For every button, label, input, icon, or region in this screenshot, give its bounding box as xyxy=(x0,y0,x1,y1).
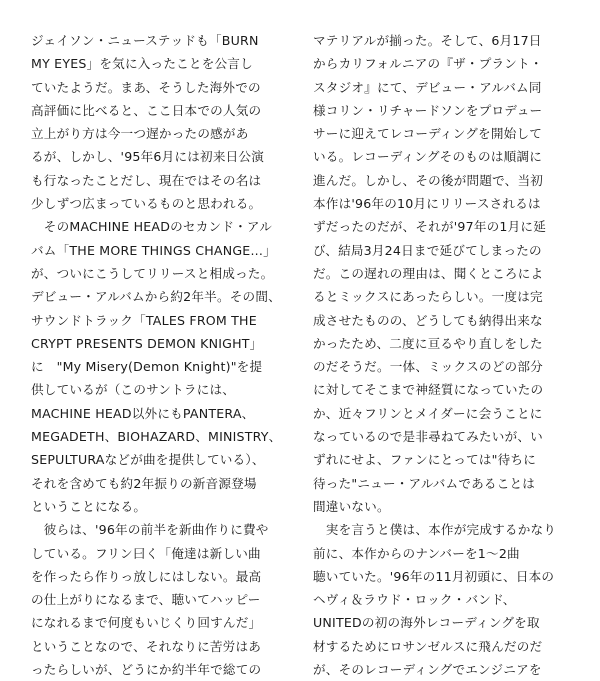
text-line: 前に、本作からのナンバーを1〜2曲 xyxy=(313,545,520,561)
text-line: 聴いていた。'96年の11月初頭に、日本の xyxy=(313,568,555,584)
text-line: ずだったのだが、それが'97年の1月に延 xyxy=(313,219,546,235)
text-line: 立上がり方は今一つ遅かったの感があ xyxy=(31,126,249,142)
text-line: MACHINE HEAD以外にもPANTERA、 xyxy=(31,405,255,421)
text-line: UNITEDの初の海外レコーディングを取 xyxy=(313,615,540,631)
text-line: 高評価に比べると、ここ日本での人気の xyxy=(31,102,262,118)
text-line: 少しずつ広まっているものと思われる。 xyxy=(31,196,262,212)
text-line: 成させたものの、どうしても納得出来な xyxy=(313,312,543,328)
text-line: MEGADETH、BIOHAZARD、MINISTRY、 xyxy=(31,429,282,445)
text-line: ということになる。 xyxy=(31,498,147,514)
text-line: MY EYES」を気に入ったことを公言し xyxy=(31,56,253,72)
text-line: 本作は'96年の10月にリリースされるは xyxy=(313,196,541,212)
text-line: マテリアルが揃った。そして、6月17日 xyxy=(313,33,542,48)
text-line: している。フリン曰く「俺達は新しい曲 xyxy=(31,545,261,561)
text-line: ずれにせよ、ファンにとっては"待ちに xyxy=(313,452,536,468)
text-line: か、近々フリンとメイダーに会うことに xyxy=(313,405,543,421)
text-line: に対してそこまで神経質になっていたの xyxy=(313,382,544,398)
text-line: のだそうだ。一体、ミックスのどの部分 xyxy=(313,359,543,375)
text-line: 様コリン・リチャードソンをプロデュー xyxy=(313,102,543,118)
text-line: ジェイソン・ニューステッドも「BURN xyxy=(31,33,259,48)
text-line: ということなので、それなりに苦労はあ xyxy=(31,638,262,654)
text-line: び、結局3月24日まで延びてしまったの xyxy=(313,242,542,258)
text-line: ヘヴィ＆ラウド・ロック・バンド、 xyxy=(313,592,516,608)
text-line: デビュー・アルバムから約2年半。その間、 xyxy=(31,289,281,305)
text-line: 進んだ。しかし、その後が問題で、当初 xyxy=(313,172,544,188)
text-line: サウンドトラック「TALES FROM THE xyxy=(31,312,257,328)
text-line: バム「THE MORE THINGS CHANGE...」 xyxy=(31,242,276,258)
text-line: が、そのレコーディングでエンジニアを xyxy=(313,662,542,678)
text-line: 間違いない。 xyxy=(313,498,390,514)
text-line: それを含めても約2年振りの新音源登場 xyxy=(31,475,257,491)
text-line: るとミックスにあったらしい。一度は完 xyxy=(313,289,543,305)
right-text-column xyxy=(313,29,575,681)
text-line: を作ったら作りっ放しにはしない。最高 xyxy=(31,568,262,584)
text-line: そのMACHINE HEADのセカンド・アル xyxy=(31,219,272,235)
text-line: るが、しかし、'95年6月には初来日公演 xyxy=(31,149,264,165)
text-line: CRYPT PRESENTS DEMON KNIGHT」 xyxy=(31,335,263,351)
text-line: かったため、二度に亘るやり直しをした xyxy=(313,335,543,351)
text-line: も行なったことだし、現在ではその名は xyxy=(31,172,262,188)
text-line: SEPULTURAなどが曲を提供している）、 xyxy=(31,452,265,468)
text-line: 待った"ニュー・アルバムであることは xyxy=(313,475,536,491)
text-line: 材するためにロサンゼルスに飛んだのだ xyxy=(313,638,543,654)
text-line: サーに迎えてレコーディングを開始して xyxy=(313,126,543,142)
text-line: に "My Misery(Demon Knight)"を提 xyxy=(31,359,263,375)
text-line: ったらしいが、どうにか約半年で総ての xyxy=(31,662,262,678)
text-line: になれるまで何度もいじくり回すんだ」 xyxy=(31,615,262,631)
text-line: が、ついにこうしてリリースと相成った。 xyxy=(31,265,274,281)
text-line: 実を言うと僕は、本作が完成するかなり xyxy=(313,522,557,538)
text-line: スタジオ』にて、デビュー・アルバム同 xyxy=(313,79,542,95)
text-line: 供しているが（このサントラには、 xyxy=(31,382,236,398)
text-line: 彼らは、'96年の前半を新曲作りに費や xyxy=(31,522,269,538)
text-line: の仕上がりになるまで、聴いてハッピー xyxy=(31,592,261,608)
text-line: ていたようだ。まあ、そうした海外での xyxy=(31,79,261,95)
text-line: なっているので是非尋ねてみたいが、い xyxy=(313,429,543,445)
left-text-column xyxy=(31,29,293,681)
text-line: からカリフォルニアの『ザ・プラント・ xyxy=(313,56,543,72)
text-line: いる。レコーディングそのものは順調に xyxy=(313,149,543,165)
text-line: だ。この遅れの理由は、聞くところによ xyxy=(313,265,544,281)
